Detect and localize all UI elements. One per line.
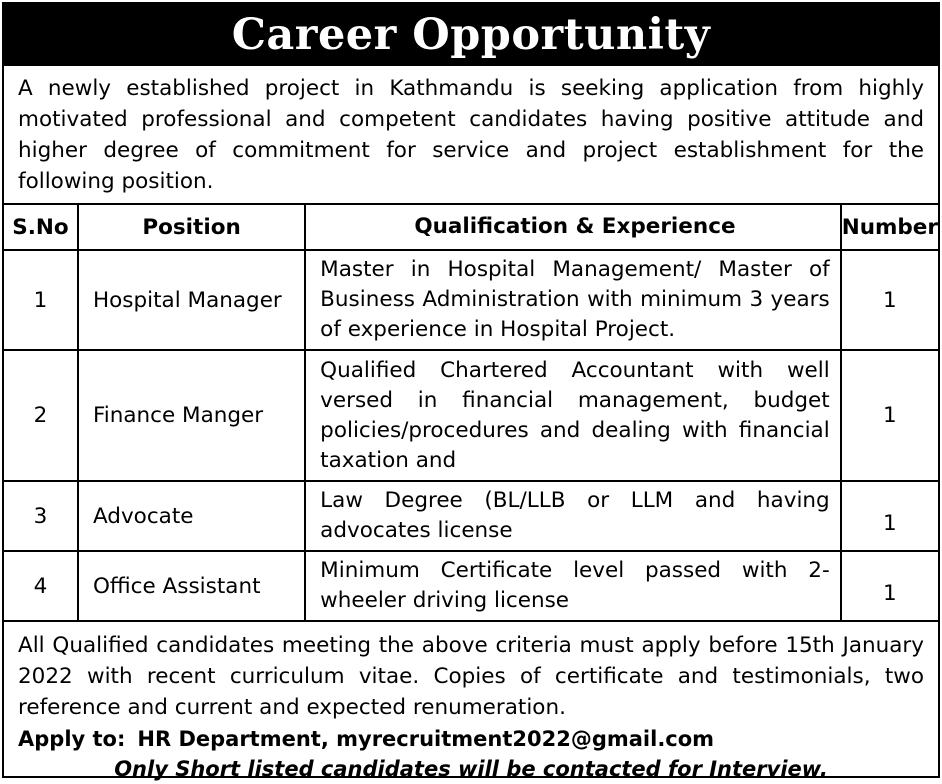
header-qualification: Qualification & Experience bbox=[305, 204, 841, 250]
intro-paragraph: A newly established project in Kathmandu is seeking application from highly motivated professional and competent candidates having positive attitude and higher degree of commitment for service and project establishment for the following position. bbox=[18, 76, 924, 194]
row-sno: 2 bbox=[4, 350, 78, 481]
row-qualification: Law Degree (BL/LLB or LLM and having advocates license bbox=[305, 481, 841, 551]
table-row bbox=[4, 250, 938, 350]
row-qualification: Qualified Chartered Accountant with well versed in financial management, budget policies/procedures and dealing with financial taxation and bbox=[305, 350, 841, 481]
row-position: Office Assistant bbox=[78, 551, 305, 621]
header-position: Position bbox=[78, 204, 305, 250]
row-sno: 4 bbox=[4, 551, 78, 621]
table-row bbox=[4, 551, 938, 621]
table-header-row bbox=[4, 204, 938, 250]
table-row bbox=[4, 350, 938, 481]
table-row bbox=[4, 481, 938, 551]
apply-contact: HR Department, myrecruitment2022@gmail.com bbox=[137, 727, 715, 751]
row-position: Advocate bbox=[78, 481, 305, 551]
apply-label: Apply to: bbox=[18, 727, 126, 751]
row-sno: 3 bbox=[4, 481, 78, 551]
row-qualification: Master in Hospital Management/ Master of Business Administration with minimum 3 years of experience in Hospital Project. bbox=[305, 250, 841, 350]
row-qualification: Minimum Certificate level passed with 2-wheeler driving license bbox=[305, 551, 841, 621]
row-position: Finance Manger bbox=[78, 350, 305, 481]
shortlist-note: Only Short listed candidates will be contacted for Interview. bbox=[114, 757, 828, 781]
positions-table bbox=[4, 203, 938, 622]
row-position: Hospital Manager bbox=[78, 250, 305, 350]
header-sno: S.No bbox=[4, 204, 78, 250]
row-number: 1 bbox=[841, 551, 938, 621]
header-number: Number bbox=[841, 204, 938, 250]
job-advertisement bbox=[2, 2, 940, 781]
application-instructions: All Qualified candidates meeting the above criteria must apply before 15th January 2022 with recent curriculum vitae. Copies of certificate and testimonials, two reference and current and expected renumeration. bbox=[18, 633, 924, 720]
page-title: Career Opportunity bbox=[4, 4, 938, 66]
row-sno: 1 bbox=[4, 250, 78, 350]
row-number: 1 bbox=[841, 350, 938, 481]
row-number: 1 bbox=[841, 481, 938, 551]
apply-to-line bbox=[18, 727, 924, 751]
row-number: 1 bbox=[841, 250, 938, 350]
